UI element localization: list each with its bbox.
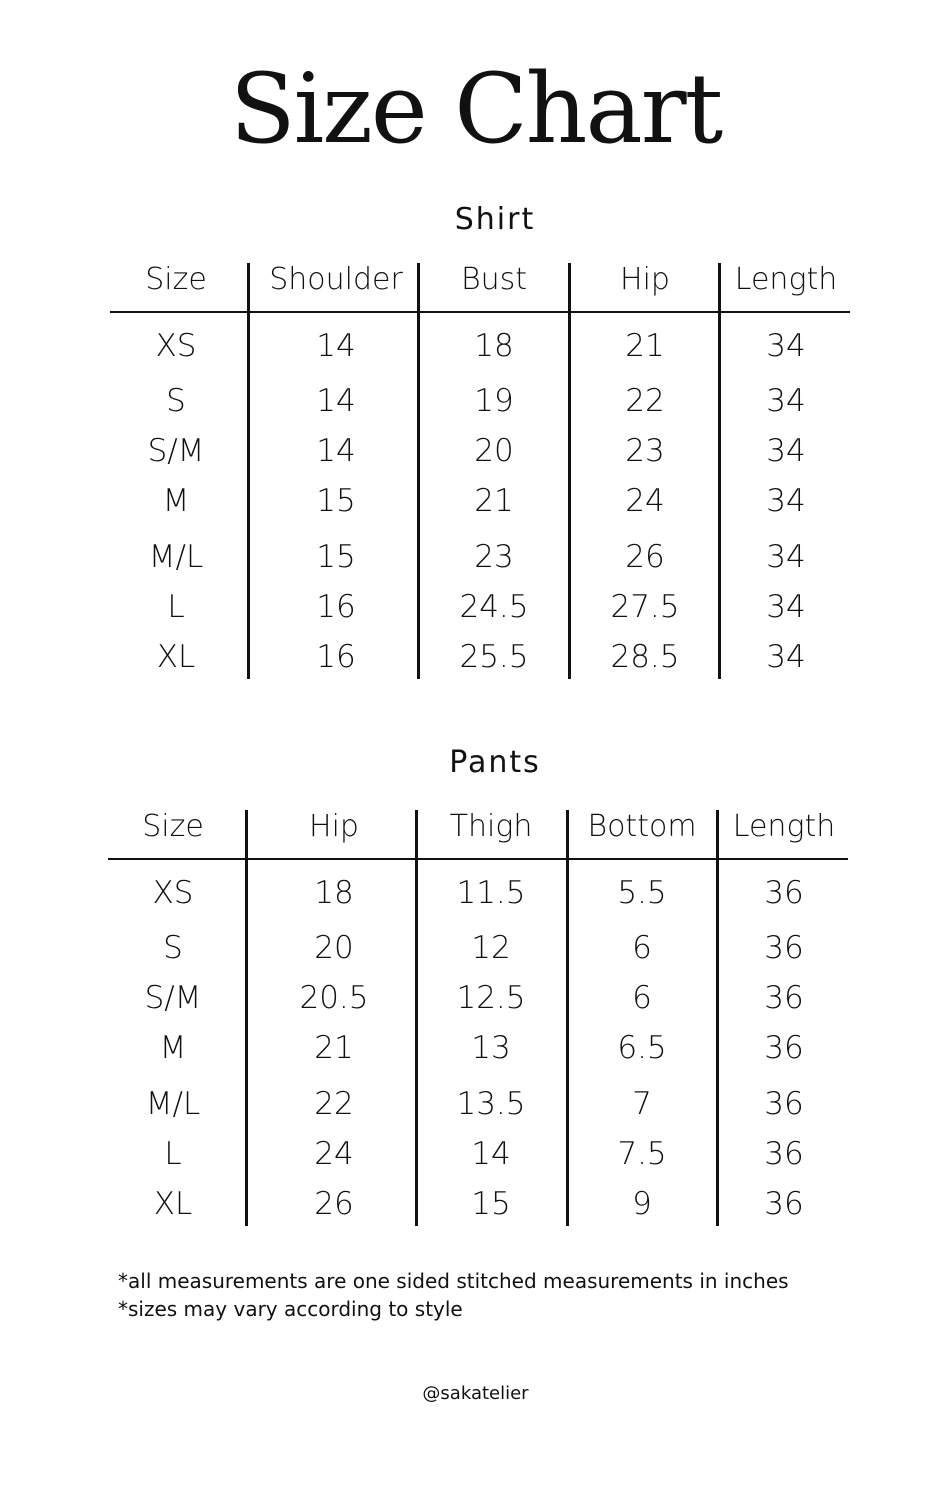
measurement-cell: 36 <box>764 930 804 966</box>
measurement-cell: 6.5 <box>617 1030 667 1066</box>
size-label: S <box>163 930 183 966</box>
column-header: Bust <box>460 262 528 297</box>
column-header: Bottom <box>587 809 697 844</box>
measurement-cell: 21 <box>625 328 665 364</box>
measurement-cell: 36 <box>764 1136 804 1172</box>
column-header: Thigh <box>449 809 533 844</box>
measurement-cell: 19 <box>474 383 514 419</box>
measurement-cell: 34 <box>766 328 806 364</box>
column-header: Size <box>142 809 204 844</box>
measurement-cell: 24 <box>625 483 665 519</box>
measurement-cell: 14 <box>316 328 356 364</box>
column-header: Length <box>732 809 836 844</box>
pants-table-title: Pants <box>449 745 541 780</box>
measurement-cell: 18 <box>474 328 514 364</box>
size-label: XS <box>155 328 197 364</box>
measurement-cell: 24.5 <box>459 589 529 625</box>
measurement-cell: 16 <box>316 639 356 675</box>
measurement-cell: 9 <box>632 1186 652 1222</box>
column-header: Hip <box>620 262 670 297</box>
measurement-cell: 28.5 <box>610 639 680 675</box>
measurement-cell: 34 <box>766 433 806 469</box>
measurement-cell: 16 <box>316 589 356 625</box>
measurement-cell: 5.5 <box>617 875 667 911</box>
header-divider <box>108 858 848 860</box>
size-label: S/M <box>144 980 202 1016</box>
shirt-table-title: Shirt <box>454 202 536 237</box>
size-label: M <box>159 1030 187 1066</box>
size-label: M <box>162 483 190 519</box>
measurement-cell: 34 <box>766 383 806 419</box>
measurement-cell: 6 <box>632 980 652 1016</box>
measurement-cell: 20.5 <box>299 980 369 1016</box>
size-label: M/L <box>148 539 204 575</box>
measurement-cell: 22 <box>314 1086 354 1122</box>
size-label: S/M <box>147 433 205 469</box>
measurement-cell: 34 <box>766 483 806 519</box>
measurement-cell: 34 <box>766 639 806 675</box>
size-label: M/L <box>145 1086 201 1122</box>
measurement-cell: 14 <box>316 433 356 469</box>
measurement-cell: 18 <box>314 875 354 911</box>
measurement-cell: 14 <box>471 1136 511 1172</box>
measurement-cell: 15 <box>316 539 356 575</box>
measurement-cell: 6 <box>632 930 652 966</box>
measurement-cell: 23 <box>625 433 665 469</box>
column-header: Shoulder <box>269 262 403 297</box>
measurement-cell: 26 <box>314 1186 354 1222</box>
measurement-cell: 14 <box>316 383 356 419</box>
measurement-cell: 34 <box>766 589 806 625</box>
measurement-cell: 36 <box>764 875 804 911</box>
measurement-cell: 12 <box>471 930 511 966</box>
measurement-cell: 24 <box>314 1136 354 1172</box>
column-header: Size <box>145 262 207 297</box>
measurement-cell: 12.5 <box>456 980 526 1016</box>
measurement-cell: 23 <box>474 539 514 575</box>
measurement-cell: 20 <box>474 433 514 469</box>
column-header: Hip <box>309 809 359 844</box>
size-label: S <box>166 383 186 419</box>
measurement-cell: 36 <box>764 1030 804 1066</box>
measurement-cell: 7 <box>632 1086 652 1122</box>
size-label: L <box>164 1136 182 1172</box>
size-label: XS <box>152 875 194 911</box>
brand-handle: @sakatelier <box>422 1383 529 1404</box>
measurement-cell: 25.5 <box>459 639 529 675</box>
page-title: Size Chart <box>229 53 722 165</box>
size-label: XL <box>153 1186 193 1222</box>
measurement-cell: 7.5 <box>617 1136 667 1172</box>
size-label: L <box>167 589 185 625</box>
sizing-note: *sizes may vary according to style <box>118 1297 463 1321</box>
column-header: Length <box>734 262 838 297</box>
measurement-cell: 13.5 <box>456 1086 526 1122</box>
size-label: XL <box>156 639 196 675</box>
measurement-cell: 36 <box>764 1186 804 1222</box>
measurement-cell: 13 <box>471 1030 511 1066</box>
header-divider <box>110 311 850 313</box>
measurement-cell: 11.5 <box>456 875 526 911</box>
measurement-cell: 27.5 <box>610 589 680 625</box>
measurement-cell: 34 <box>766 539 806 575</box>
measurement-cell: 22 <box>625 383 665 419</box>
measurement-cell: 21 <box>314 1030 354 1066</box>
measurement-cell: 36 <box>764 1086 804 1122</box>
measurement-cell: 15 <box>316 483 356 519</box>
measurement-cell: 26 <box>625 539 665 575</box>
measurement-cell: 15 <box>471 1186 511 1222</box>
measurement-cell: 21 <box>474 483 514 519</box>
measurement-note: *all measurements are one sided stitched measurements in inches <box>118 1269 789 1293</box>
measurement-cell: 36 <box>764 980 804 1016</box>
measurement-cell: 20 <box>314 930 354 966</box>
